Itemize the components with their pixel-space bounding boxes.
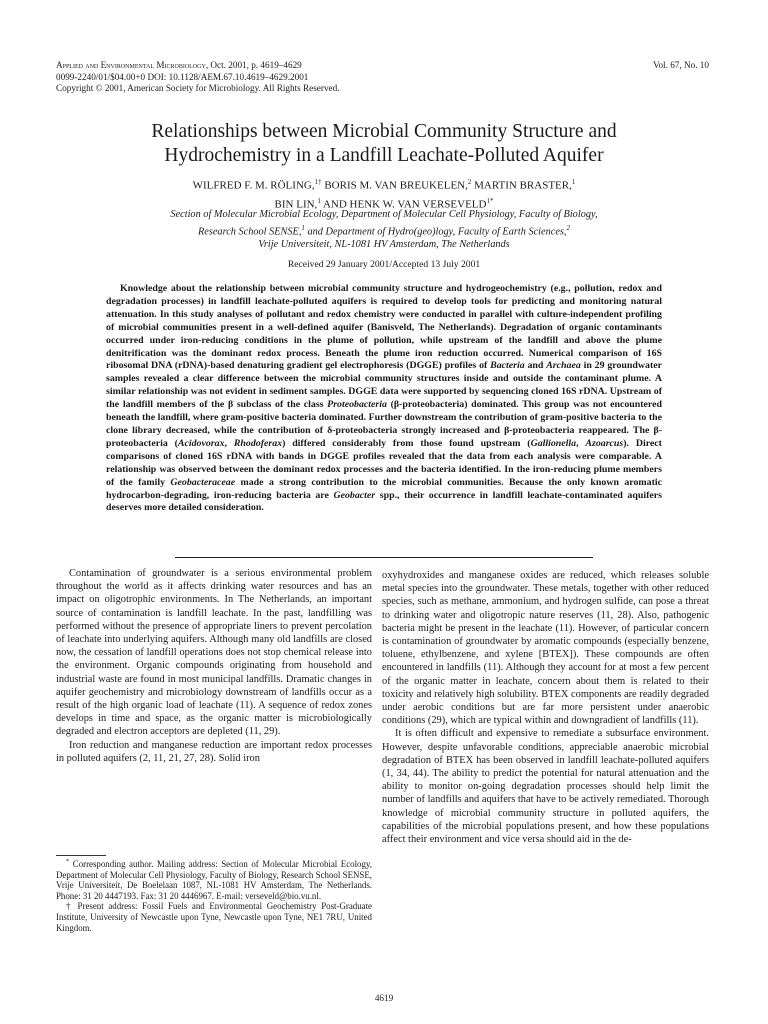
taxon-name: Archaea xyxy=(546,360,581,372)
running-header xyxy=(56,60,576,95)
abstract-text: ). Direct comparisons of cloned 16S rDNA with bands in DGGE profiles revealed that the data from each analysis were comparable. A relationship was observed between the dominant redox processes and the bacteria identified. In the iron-reducing plume members of the family xyxy=(106,437,662,488)
author-name: MARTIN BRASTER, xyxy=(474,179,572,192)
taxon-name: Geobacter xyxy=(333,489,376,501)
footnote-mark: * xyxy=(66,858,70,865)
body-paragraph: It is often difficult and expensive to remediate a subsurface environment. However, despite unfavorable conditions, appreciable anaerobic microbial degradation of BTEX has been observed in landfill leachate-polluted aquifers (1, 34, 44). The ability to predict the potential for natural attenuation and the ability to monitor on-going degradation processes should help limit the number of landfills and aquifers that have to be actively remediated. Thorough knowledge of microbial community structure in polluted aquifers, the capabilities of the microbial populations present, and how these populations affect their environment and vice versa should aid in the de- xyxy=(382,728,710,846)
affiliation-line-3: Vrije Universiteit, NL-1081 HV Amsterdam, The Netherlands xyxy=(258,239,510,251)
volume-number: Vol. 67, No. 10 xyxy=(653,60,709,70)
author-line-1 xyxy=(60,175,708,194)
affiliation-mark: 2 xyxy=(566,223,570,232)
author-mark: 1† xyxy=(314,178,322,186)
taxon-name: Azoarcus xyxy=(585,437,624,449)
author-name: AND HENK W. VAN VERSEVELD xyxy=(322,198,487,211)
author-mark: 1 xyxy=(317,196,321,205)
abstract-text: and xyxy=(524,360,547,372)
doi-line: 0099-2240/01/$04.00+0 DOI: 10.1128/AEM.67.10.4619–4629.2001 xyxy=(56,71,309,82)
article-title xyxy=(60,120,708,168)
abstract-text: , xyxy=(224,437,234,449)
abstract-text: , xyxy=(576,437,586,449)
title-line-2: Hydrochemistry in a Landfill Leachate-Polluted Aquifer xyxy=(164,145,604,166)
affiliation-part: and Department of Hydro(geo)logy, Faculty of Earth Sciences, xyxy=(304,226,567,238)
taxon-name: Acidovorax xyxy=(177,437,225,449)
footnote-divider xyxy=(56,855,106,856)
author-name: BIN LIN, xyxy=(274,198,318,211)
taxon-name: Gallionella xyxy=(530,437,577,449)
taxon-name: Bacteria xyxy=(490,360,525,372)
left-column xyxy=(56,567,372,765)
journal-citation xyxy=(56,60,576,72)
abstract-text: Knowledge about the relationship between microbial community structure and hydrogeochemistry (e.g., pollution, redox and degradation processes) in landfill leachate-polluted aquifers is required to develop tools for predicting and monitoring natural attenuation. In this study analyses of pollutant and redox chemistry were conducted in parallel with culture-independent profiling of microbial communities present in a well-defined aquifer (Banisveld, The Netherlands). Degradation of organic contaminants occurred under iron-reducing conditions in the plume of pollution, while upstream of the landfill and above the plume denitrification was the dominant redox process. Beneath the plume iron reduction occurred. Numerical comparison of 16S ribosomal DNA (rDNA)-based denaturing gradient gel electrophoresis (DGGE) profiles of xyxy=(106,283,662,372)
affiliation-line-1: Section of Molecular Microbial Ecology, Department of Molecular Cell Physiology, Faculty of Biology, xyxy=(170,209,598,220)
corresponding-author-note xyxy=(56,857,372,901)
body-paragraph: Iron reduction and manganese reduction are important redox processes in polluted aquifers (2, 11, 21, 27, 28). Solid iron xyxy=(56,739,372,764)
taxon-name: Rhodoferax xyxy=(233,437,283,449)
affiliation-part: Research School SENSE, xyxy=(198,226,302,238)
author-list xyxy=(60,175,708,212)
author-mark: 1* xyxy=(486,196,494,205)
abstract-divider xyxy=(175,557,593,558)
body-paragraph: oxyhydroxides and manganese oxides are reduced, which releases soluble metal species into the groundwater. These metals, together with other reduced species, such as methane, ammonium, and hydrogen sulfide, can pose a threat to drinking water and oligotropic nature reserves (11, 28). Also, pathogenic bacteria might be present in the leachate (11). However, of particular concern is contamination of groundwater by aromatic compounds (especially benzene, toluene, ethylbenzene, and xylene [BTEX]). These compounds are often encountered in landfills (11). Although they account for at most a few percent of the organic matter in leachate, concern about them is related to their toxicity and relatively high solubility. BTEX components are readily degraded under aerobic conditions but are far more persistent under anaerobic conditions (29), which are typical within and downgradient of landfills (11). xyxy=(382,570,709,727)
taxon-name: Geobacteraceae xyxy=(170,476,236,488)
right-column xyxy=(382,569,709,846)
received-dates: Received 29 January 2001/Accepted 13 July 2001 xyxy=(287,259,481,270)
affiliation-line-2 xyxy=(60,222,708,239)
copyright-line: Copyright © 2001, American Society for Microbiology. All Rights Reserved. xyxy=(56,83,340,93)
issue-pages: , Oct. 2001, p. 4619–4629 xyxy=(205,60,302,70)
abstract xyxy=(106,283,662,515)
abstract-text: spp., their occurrence in landfill leachate-contaminated aquifers deserves more detailed consideration. xyxy=(106,489,662,514)
abstract-text: (β-proteobacteria) dominated. This group was not encountered beneath the landfill, where gram-positive bacteria dominated. Further downstream the contribution of gram-positive bacteria to the clone library decreased, while the contribution of δ-proteobacteria strongly increased and β-proteobacteria reappeared. The β-proteobacteria ( xyxy=(106,399,662,449)
body-paragraph: Contamination of groundwater is a serious environmental problem throughout the world as it affects drinking water resources and has an impact on oligotrophic environments. In The Netherlands, an important source of contamination is landfill leachate. In the past, landfilling was performed without the presence of appropriate liners to prevent percolation of leachate into underlying aquifers. Although many old landfills are closed now, the cessation of landfill operations does not stop chemical release into the environment. Organic compounds originating from household and industrial waste are found in most municipal landfills. Dramatic changes in aquifer geochemistry and microbiology downstream of landfills occur as a result of the high organic load of leachate (11). A sequence of redox zones develops in time and space, as the organic matter is microbiologically degraded and electron acceptors are depleted (11, 29). xyxy=(56,568,372,738)
abstract-text: made a strong contribution to the microbial communities. Because the only known aromatic hydrocarbon-degrading, iron-reducing bacteria are xyxy=(106,476,662,501)
abstract-text: in 29 groundwater samples revealed a clear difference between the microbial community structures inside and outside the contaminant plume. A similar relationship was not evident in sediment samples. DGGE data were supported by sequencing cloned 16S rDNA. Upstream of the landfill members of the β subclass of the class xyxy=(106,360,662,411)
abstract-text: ) differed considerably from those found upstream ( xyxy=(282,437,531,449)
present-address-note: † Present address: Fossil Fuels and Environmental Geochemistry Post-Graduate Institute, University of Newcastle upon Tyne, Newcastle upon Tyne, NE1 7RU, United Kingdom. xyxy=(56,901,372,933)
journal-name: Applied and Environmental Microbiology xyxy=(56,60,206,70)
author-mark: 2 xyxy=(467,178,472,186)
footnotes xyxy=(56,857,372,933)
affiliation-mark: 1 xyxy=(301,223,305,232)
taxon-name: Proteobacteria xyxy=(327,399,387,411)
author-name: WILFRED F. M. RÖLING, xyxy=(192,179,315,192)
footnote-text: Corresponding author. Mailing address: Section of Molecular Microbial Ecology, Department of Molecular Cell Physiology, Faculty of Biology, Research School SENSE, Vrije Universiteit, De Boelelaan 1087, NL-1081 HV Amsterdam, The Netherlands. Phone: 31 20 4447193. Fax: 31 20 4446967. E-mail: verseveld@bio.vu.nl. xyxy=(56,858,372,901)
author-mark: 1 xyxy=(571,178,576,186)
title-line-1: Relationships between Microbial Community Structure and xyxy=(151,121,617,142)
author-name: BORIS M. VAN BREUKELEN, xyxy=(324,179,468,192)
affiliation xyxy=(60,209,708,252)
page-number: 4619 xyxy=(374,993,394,1003)
